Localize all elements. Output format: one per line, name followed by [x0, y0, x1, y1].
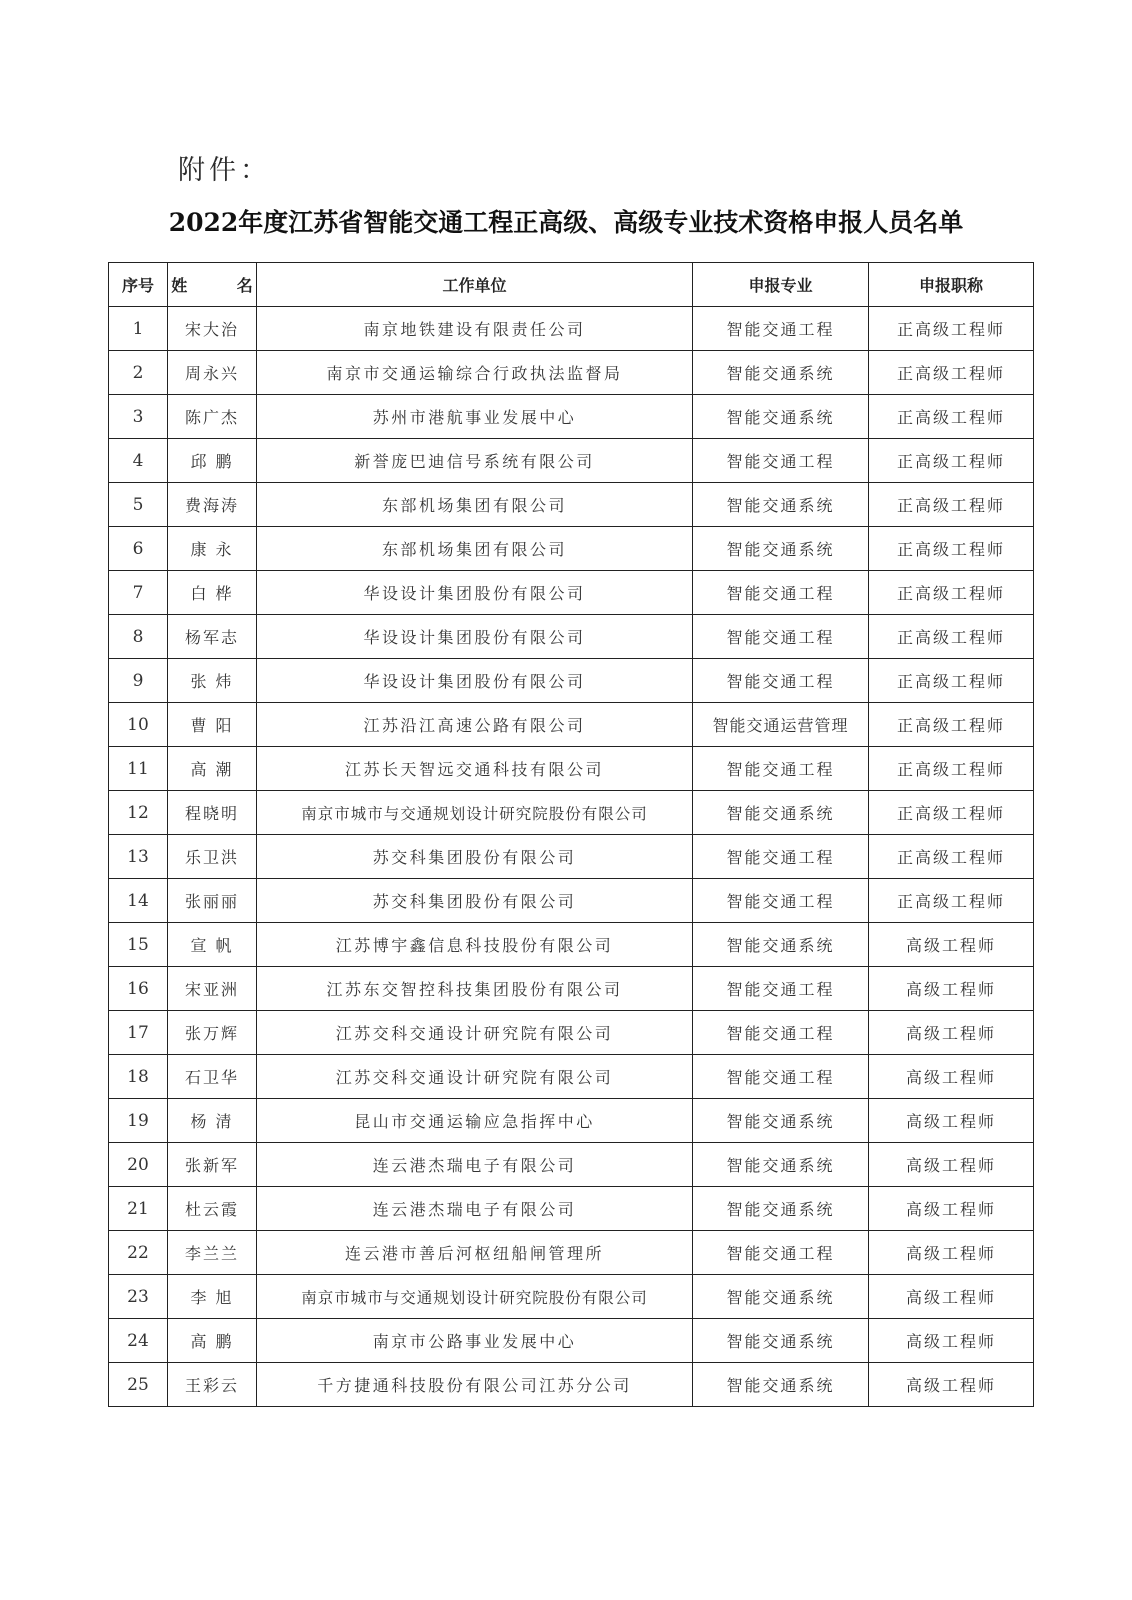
table-row: [109, 307, 1034, 351]
cell-major: 智能交通系统: [693, 527, 869, 571]
cell-unit: 苏州市港航事业发展中心: [257, 395, 693, 439]
cell-name: 宣 帆: [168, 923, 257, 967]
cell-title: 高级工程师: [869, 1275, 1034, 1319]
cell-unit: 江苏东交智控科技集团股份有限公司: [257, 967, 693, 1011]
cell-title: 高级工程师: [869, 967, 1034, 1011]
header-name: [168, 263, 275, 307]
cell-no: 2: [109, 351, 168, 395]
cell-major: 智能交通系统: [693, 351, 869, 395]
cell-title: 正高级工程师: [869, 395, 1034, 439]
cell-unit: 苏交科集团股份有限公司: [257, 879, 693, 923]
cell-unit: 苏交科集团股份有限公司: [257, 835, 693, 879]
cell-major: 智能交通工程: [693, 835, 869, 879]
cell-name: 石卫华: [168, 1055, 257, 1099]
cell-major: 智能交通系统: [693, 395, 869, 439]
table-row: [109, 1363, 1034, 1407]
table-row: [109, 1011, 1034, 1055]
cell-no: 7: [109, 571, 168, 615]
cell-title: 正高级工程师: [869, 703, 1034, 747]
header-title: 申报职称: [869, 263, 1034, 307]
cell-name: 曹 阳: [168, 703, 257, 747]
cell-major: 智能交通工程: [693, 1055, 869, 1099]
cell-title: 正高级工程师: [869, 351, 1034, 395]
table-row: [109, 923, 1034, 967]
table-row: [109, 1187, 1034, 1231]
cell-major: 智能交通工程: [693, 439, 869, 483]
cell-title: 高级工程师: [869, 1187, 1034, 1231]
cell-unit: 江苏长天智远交通科技有限公司: [257, 747, 693, 791]
cell-title: 正高级工程师: [869, 527, 1034, 571]
cell-major: 智能交通系统: [693, 791, 869, 835]
cell-major: 智能交通工程: [693, 1011, 869, 1055]
table-row: [109, 835, 1034, 879]
cell-no: 23: [109, 1275, 168, 1319]
cell-unit: 华设设计集团股份有限公司: [257, 659, 693, 703]
cell-name: 杨 清: [168, 1099, 257, 1143]
table-row: [109, 1231, 1034, 1275]
cell-name: 张万辉: [168, 1011, 257, 1055]
table-row: [109, 879, 1034, 923]
cell-major: 智能交通工程: [693, 615, 869, 659]
cell-major: 智能交通工程: [693, 1231, 869, 1275]
cell-no: 11: [109, 747, 168, 791]
cell-unit: 江苏博宇鑫信息科技股份有限公司: [257, 923, 693, 967]
header-name-label: 姓 名: [171, 276, 275, 295]
cell-name: 邱 鹏: [168, 439, 257, 483]
cell-unit: 江苏交科交通设计研究院有限公司: [257, 1011, 693, 1055]
cell-title: 高级工程师: [869, 923, 1034, 967]
cell-title: 正高级工程师: [869, 879, 1034, 923]
cell-name: 白 桦: [168, 571, 257, 615]
cell-unit: 江苏交科交通设计研究院有限公司: [257, 1055, 693, 1099]
cell-no: 14: [109, 879, 168, 923]
cell-name: 杨军志: [168, 615, 257, 659]
cell-title: 正高级工程师: [869, 791, 1034, 835]
cell-unit: 东部机场集团有限公司: [257, 483, 693, 527]
cell-no: 21: [109, 1187, 168, 1231]
cell-major: 智能交通工程: [693, 571, 869, 615]
attachment-label: 附件：: [178, 155, 271, 186]
cell-name: 康 永: [168, 527, 257, 571]
cell-unit: 昆山市交通运输应急指挥中心: [257, 1099, 693, 1143]
cell-name: 高 潮: [168, 747, 257, 791]
document-title: 2022年度江苏省智能交通工程正高级、高级专业技术资格申报人员名单: [168, 208, 964, 237]
cell-title: 正高级工程师: [869, 615, 1034, 659]
cell-name: 张新军: [168, 1143, 257, 1187]
cell-no: 13: [109, 835, 168, 879]
table-row: [109, 967, 1034, 1011]
cell-major: 智能交通系统: [693, 1187, 869, 1231]
cell-major: 智能交通工程: [693, 307, 869, 351]
cell-major: 智能交通系统: [693, 1363, 869, 1407]
cell-title: 高级工程师: [869, 1055, 1034, 1099]
cell-no: 15: [109, 923, 168, 967]
cell-unit: 东部机场集团有限公司: [257, 527, 693, 571]
header-unit: 工作单位: [257, 263, 693, 307]
cell-major: 智能交通系统: [693, 1275, 869, 1319]
cell-title: 高级工程师: [869, 1099, 1034, 1143]
table-row: [109, 659, 1034, 703]
applicant-table: [108, 262, 1034, 1407]
cell-name: 周永兴: [168, 351, 257, 395]
cell-no: 10: [109, 703, 168, 747]
table-row: [109, 571, 1034, 615]
cell-major: 智能交通工程: [693, 659, 869, 703]
cell-no: 20: [109, 1143, 168, 1187]
cell-major: 智能交通系统: [693, 483, 869, 527]
cell-title: 高级工程师: [869, 1231, 1034, 1275]
cell-name: 程晓明: [168, 791, 257, 835]
table-row: [109, 483, 1034, 527]
cell-no: 22: [109, 1231, 168, 1275]
cell-name: 张 炜: [168, 659, 257, 703]
cell-no: 17: [109, 1011, 168, 1055]
cell-name: 李兰兰: [168, 1231, 257, 1275]
cell-name: 宋大治: [168, 307, 257, 351]
cell-unit: 华设设计集团股份有限公司: [257, 571, 693, 615]
cell-unit: 南京市公路事业发展中心: [257, 1319, 693, 1363]
cell-name: 陈广杰: [168, 395, 257, 439]
cell-name: 乐卫洪: [168, 835, 257, 879]
cell-title: 正高级工程师: [869, 571, 1034, 615]
cell-title: 正高级工程师: [869, 483, 1034, 527]
cell-name: 杜云霞: [168, 1187, 257, 1231]
cell-name: 高 鹏: [168, 1319, 257, 1363]
cell-major: 智能交通系统: [693, 1143, 869, 1187]
cell-unit: 南京市城市与交通规划设计研究院股份有限公司: [257, 1275, 693, 1319]
cell-title: 正高级工程师: [869, 747, 1034, 791]
table-row: [109, 351, 1034, 395]
cell-title: 正高级工程师: [869, 307, 1034, 351]
cell-unit: 南京地铁建设有限责任公司: [257, 307, 693, 351]
header-major: 申报专业: [693, 263, 869, 307]
cell-no: 25: [109, 1363, 168, 1407]
table-body: [109, 307, 1034, 1407]
cell-unit: 华设设计集团股份有限公司: [257, 615, 693, 659]
cell-unit: 连云港杰瑞电子有限公司: [257, 1187, 693, 1231]
cell-no: 9: [109, 659, 168, 703]
cell-no: 6: [109, 527, 168, 571]
cell-unit: 千方捷通科技股份有限公司江苏分公司: [257, 1363, 693, 1407]
cell-no: 5: [109, 483, 168, 527]
table-row: [109, 439, 1034, 483]
cell-no: 19: [109, 1099, 168, 1143]
table-row: [109, 615, 1034, 659]
cell-title: 高级工程师: [869, 1011, 1034, 1055]
header-no: 序号: [109, 263, 168, 307]
table-header-row: [109, 263, 1034, 307]
cell-unit: 江苏沿江高速公路有限公司: [257, 703, 693, 747]
cell-no: 24: [109, 1319, 168, 1363]
cell-title: 正高级工程师: [869, 439, 1034, 483]
cell-title: 高级工程师: [869, 1319, 1034, 1363]
table-row: [109, 791, 1034, 835]
cell-name: 李 旭: [168, 1275, 257, 1319]
table-row: [109, 747, 1034, 791]
cell-name: 宋亚洲: [168, 967, 257, 1011]
cell-unit: 南京市交通运输综合行政执法监督局: [257, 351, 693, 395]
cell-major: 智能交通工程: [693, 747, 869, 791]
cell-name: 王彩云: [168, 1363, 257, 1407]
cell-no: 3: [109, 395, 168, 439]
table-row: [109, 1275, 1034, 1319]
table-row: [109, 395, 1034, 439]
table-row: [109, 527, 1034, 571]
cell-major: 智能交通系统: [693, 1099, 869, 1143]
table-row: [109, 1143, 1034, 1187]
cell-no: 18: [109, 1055, 168, 1099]
cell-major: 智能交通运营管理: [693, 703, 869, 747]
cell-name: 费海涛: [168, 483, 257, 527]
cell-unit: 南京市城市与交通规划设计研究院股份有限公司: [257, 791, 693, 835]
cell-name: 张丽丽: [168, 879, 257, 923]
cell-no: 12: [109, 791, 168, 835]
cell-no: 1: [109, 307, 168, 351]
cell-unit: 新誉庞巴迪信号系统有限公司: [257, 439, 693, 483]
cell-major: 智能交通工程: [693, 879, 869, 923]
cell-title: 正高级工程师: [869, 835, 1034, 879]
cell-no: 16: [109, 967, 168, 1011]
cell-title: 高级工程师: [869, 1143, 1034, 1187]
table-row: [109, 1055, 1034, 1099]
table-row: [109, 1099, 1034, 1143]
cell-major: 智能交通系统: [693, 923, 869, 967]
table-row: [109, 1319, 1034, 1363]
table-row: [109, 703, 1034, 747]
cell-unit: 连云港杰瑞电子有限公司: [257, 1143, 693, 1187]
cell-title: 正高级工程师: [869, 659, 1034, 703]
cell-title: 高级工程师: [869, 1363, 1034, 1407]
cell-unit: 连云港市善后河枢纽船闸管理所: [257, 1231, 693, 1275]
cell-major: 智能交通系统: [693, 1319, 869, 1363]
cell-no: 8: [109, 615, 168, 659]
cell-major: 智能交通工程: [693, 967, 869, 1011]
cell-no: 4: [109, 439, 168, 483]
